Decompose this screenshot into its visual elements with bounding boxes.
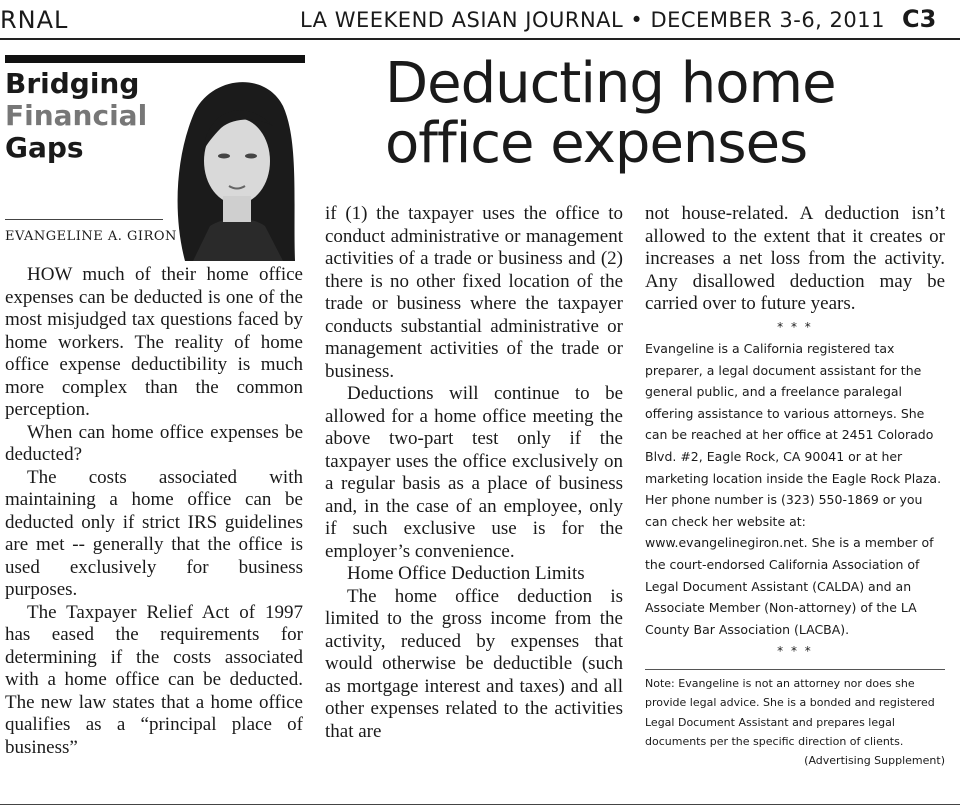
disclaimer-note: Note: Evangeline is not an attorney nor does she provide legal advice. She is a bonded and registered Legal Document Assistant and prepares legal documents per the specific direction of clients.: [645, 676, 935, 749]
header-rule: [0, 38, 960, 40]
headline-line: office expenses: [385, 111, 808, 176]
article-headline: [385, 51, 945, 176]
author-byline: EVANGELINE A. GIRON: [5, 229, 177, 244]
paragraph: not house-related. A deduction isn’t allowed to the extent that it creates or increases a net loss from the activity. Any disallowed deduction may be carried over to future years.: [645, 203, 945, 314]
note-rule: [645, 669, 945, 670]
article-column-2: [325, 203, 623, 743]
separator-stars: * * *: [777, 644, 813, 659]
masthead-fragment: RNAL: [0, 6, 69, 34]
bottom-rule: [0, 804, 960, 805]
subheading: Home Office Deduction Limits: [347, 563, 585, 584]
paragraph: HOW much of their home office expenses can be deducted is one of the most misjudged tax questions faced by home workers. The reality of home office expense deductibility is much more complex than the common perception.: [5, 264, 303, 420]
paragraph: The Taxpayer Relief Act of 1997 has eased the requirements for determining if the costs associated with a home office can be deducted. The new law states that a home office qualifies as a “principal place of business”: [5, 601, 303, 758]
author-portrait: [165, 66, 303, 261]
page-number: C3: [902, 5, 937, 33]
author-bio: Evangeline is a California registered tax preparer, a legal document assistant for the general public, and a freelance paralegal offering assistance to various attorneys. She can be reached at her office at 2451 Colorado Blvd. #2, Eagle Rock, CA 90041 or at her marketing location inside the Eagle Rock Plaza. Her phone number is (323) 550-1869 or you can check her website at: www.evangelinegiron.net. She is a member of the court-endorsed California Association of Legal Document Assistant (CALDA) and an Associate Member (Non-attorney) of the LA County Bar Association (LACBA).: [645, 341, 942, 637]
column-title-line: Financial: [5, 99, 148, 132]
column-title: [5, 68, 147, 164]
publication-dateline: LA WEEKEND ASIAN JOURNAL • DECEMBER 3-6, 2011: [300, 8, 885, 32]
paragraph: The costs associated with maintaining a home office can be deducted only if strict IRS guidelines are met -- generally that the office is used exclusively for business purposes.: [5, 466, 303, 600]
column-title-line: Bridging: [5, 67, 140, 100]
paragraph: if (1) the taxpayer uses the office to conduct administrative or management activities of a trade or business and (2) there is no other fixed location of the trade or business where the taxpayer conducts substantial administrative or management activities of the trade or business.: [325, 203, 623, 382]
article-column-3: [645, 203, 945, 770]
byline-rule: [5, 219, 163, 220]
paragraph: When can home office expenses be deducted?: [5, 421, 303, 465]
column-title-bar: [5, 55, 305, 63]
headline-line: Deducting home: [385, 51, 836, 116]
separator-stars: * * *: [777, 319, 813, 334]
advertising-supplement-label: (Advertising Supplement): [804, 753, 945, 767]
paragraph: Deductions will continue to be allowed for a home office meeting the above two-part test only if the taxpayer uses the office exclusively on a regular basis as a place of business and, in the case of an employee, only if such exclusive use is for the employer’s convenience.: [325, 383, 623, 562]
article-column-1: [5, 264, 303, 759]
column-title-line: Gaps: [5, 131, 84, 164]
paragraph: The home office deduction is limited to the gross income from the activity, reduced by expenses that would otherwise be deductible (such as mortgage interest and taxes) and all other expenses related to the activities that are: [325, 585, 623, 742]
